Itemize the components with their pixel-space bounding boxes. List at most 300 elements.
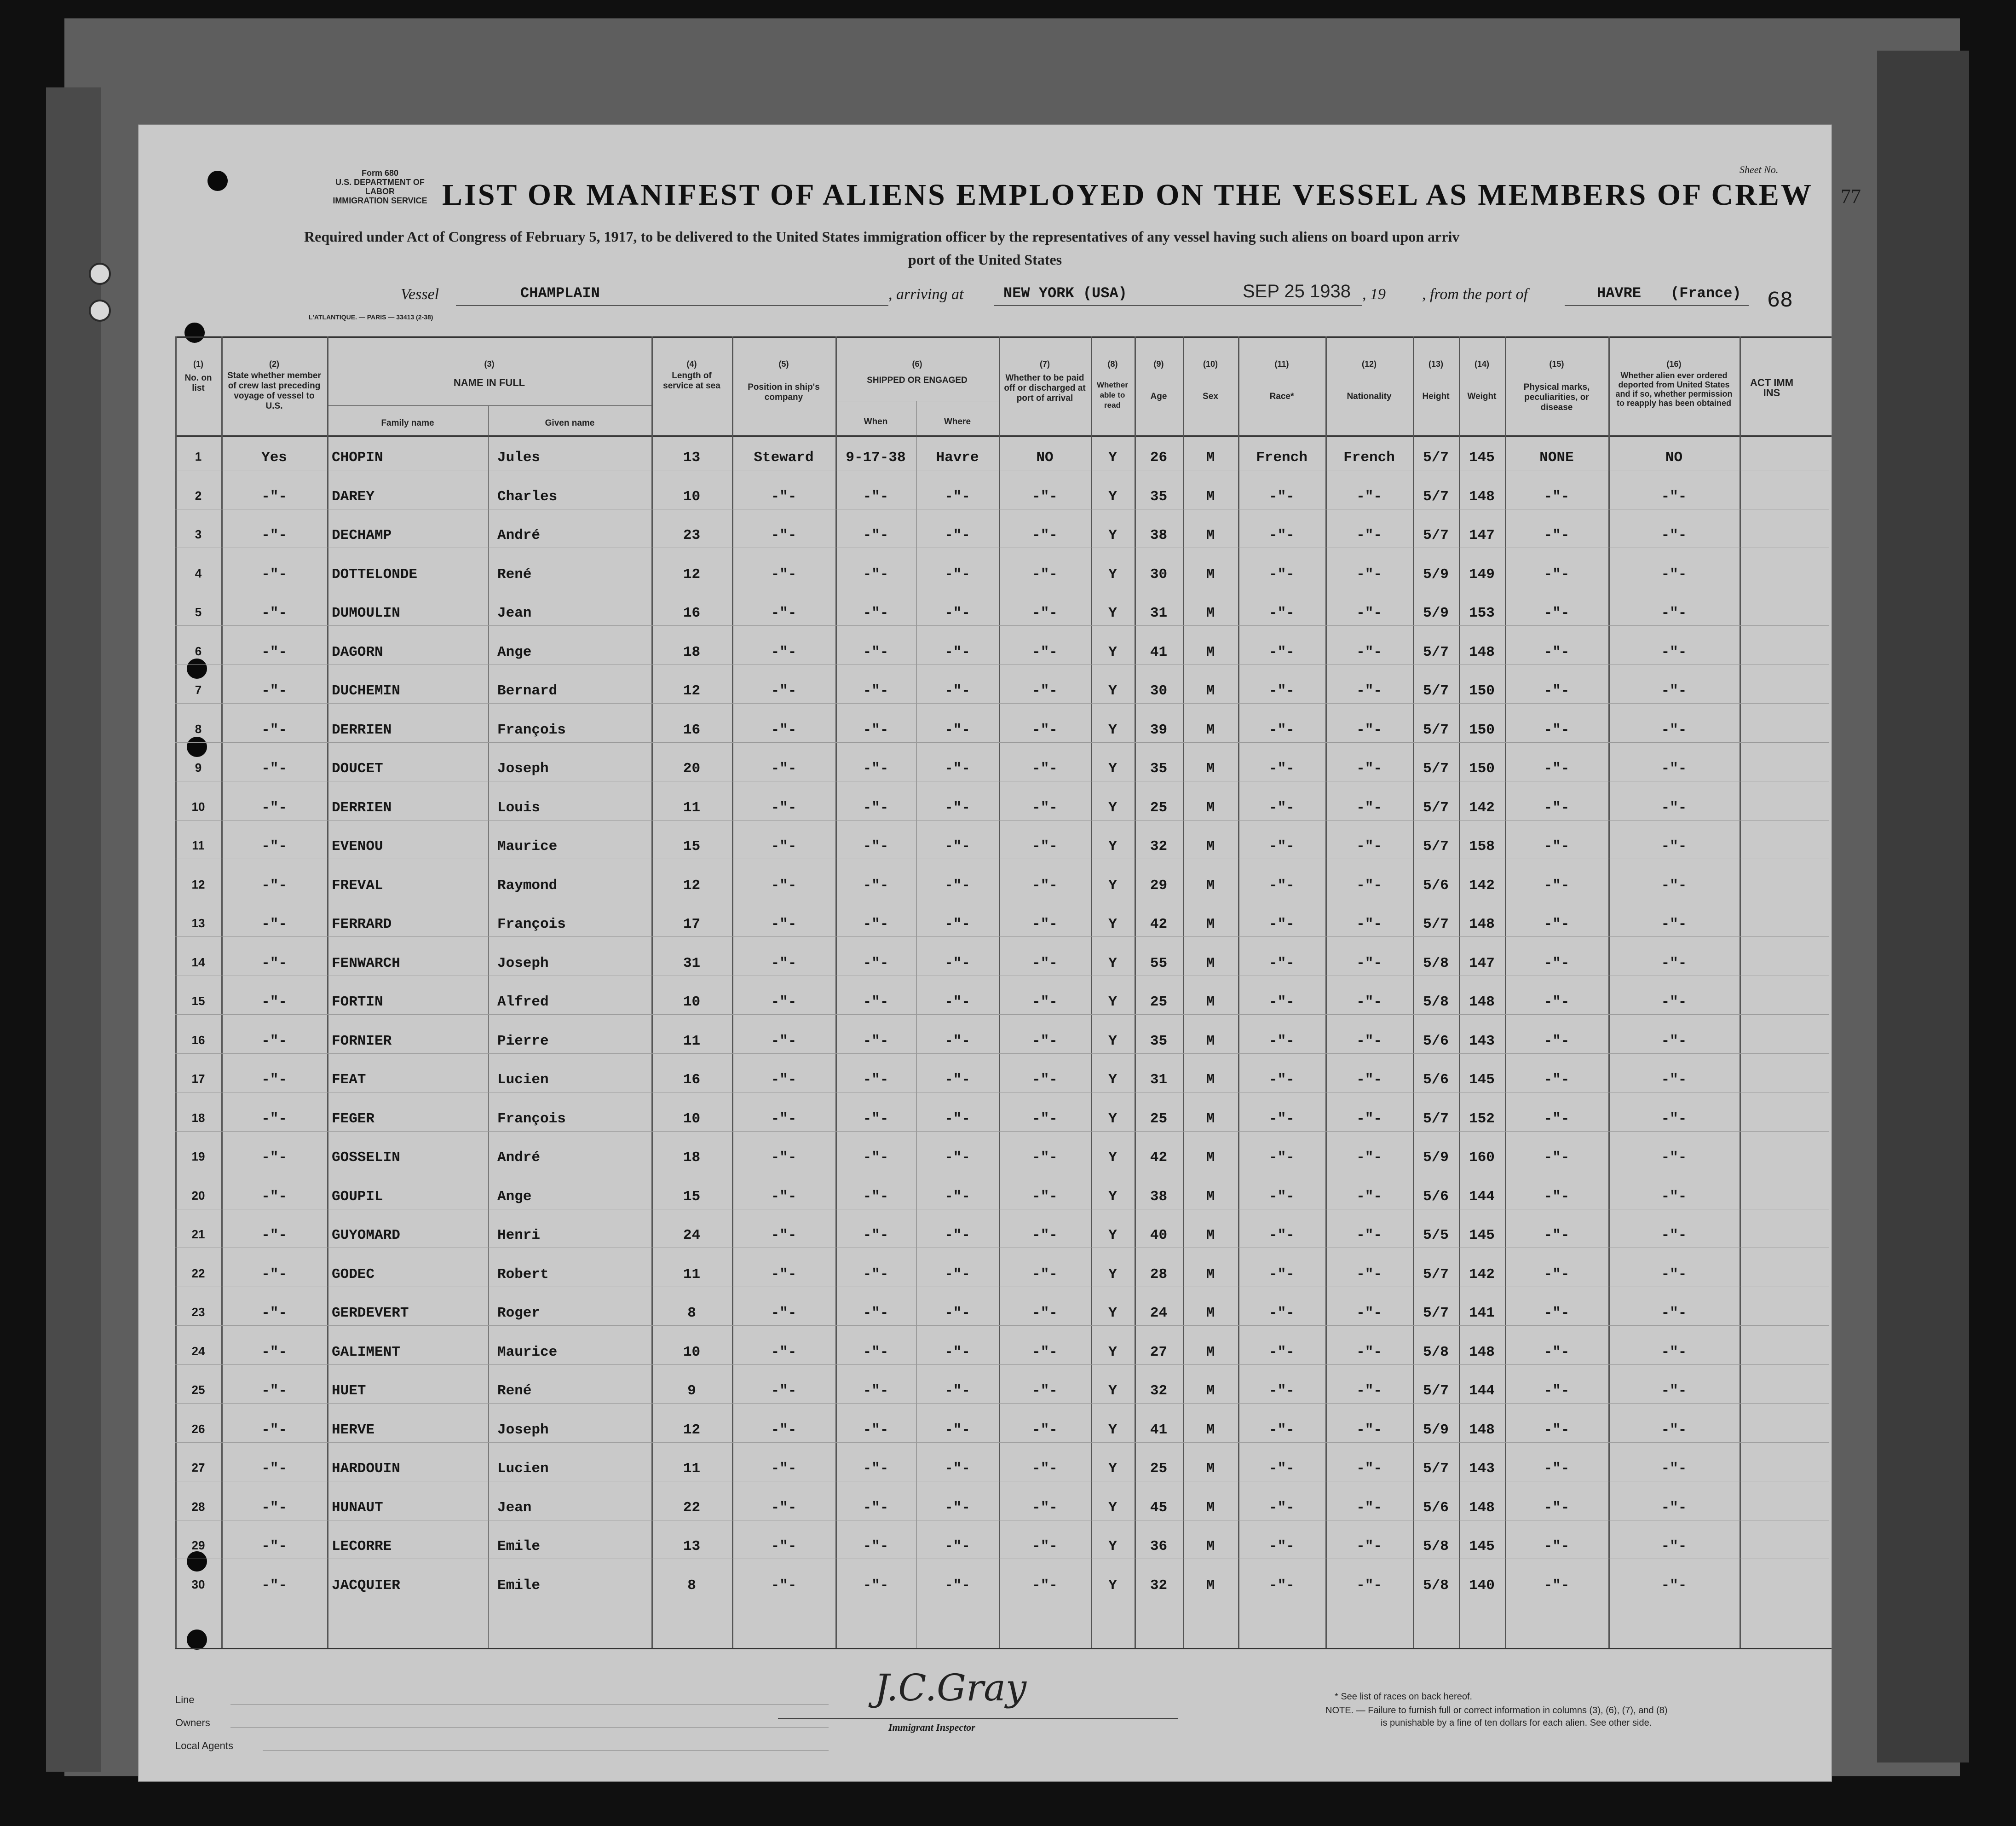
cell-sex: M [1206, 1266, 1215, 1283]
cell-paid: -"- [1032, 877, 1058, 894]
cell-where: -"- [945, 1033, 970, 1049]
cell-family: DUMOULIN [332, 605, 400, 621]
cell-read: Y [1108, 916, 1117, 932]
cell-weight: 145 [1469, 1072, 1495, 1088]
cell-age: 41 [1150, 644, 1168, 660]
cell-weight: 148 [1469, 644, 1495, 660]
header-height: Height [1422, 392, 1450, 401]
cell-where: -"- [945, 566, 970, 583]
cell-race: -"- [1269, 1499, 1295, 1516]
cell-where: -"- [945, 838, 970, 855]
cell-where: -"- [945, 761, 970, 777]
cell-family: DERRIEN [332, 722, 392, 738]
cell-age: 35 [1150, 1033, 1168, 1049]
cell-nat: -"- [1356, 838, 1382, 855]
cell-paid: -"- [1032, 1227, 1058, 1243]
cell-dep: -"- [1661, 955, 1687, 971]
cell-age: 38 [1150, 527, 1168, 543]
cell-where: -"- [945, 1577, 970, 1594]
note-line2: is punishable by a fine of ten dollars for each alien. See other side. [1381, 1718, 1652, 1728]
header-no-on-list: No. on list [184, 373, 212, 393]
cell-when: -"- [863, 566, 889, 583]
cell-pos: -"- [771, 994, 797, 1010]
row-rule [175, 703, 1829, 704]
cell-paid: -"- [1032, 1499, 1058, 1516]
cell-height: 5/6 [1423, 1072, 1449, 1088]
inspector-signature: J.C.Gray [875, 1666, 1027, 1709]
cell-where: -"- [945, 1072, 970, 1088]
cell-age: 24 [1150, 1305, 1168, 1321]
cell-race: French [1256, 450, 1308, 466]
col-number: (3) [484, 359, 495, 369]
cell-age: 40 [1150, 1227, 1168, 1243]
cell-read: Y [1108, 644, 1117, 660]
cell-weight: 150 [1469, 761, 1495, 777]
cell-height: 5/7 [1423, 488, 1449, 505]
header-nationality: Nationality [1347, 392, 1392, 401]
cell-race: -"- [1269, 1577, 1295, 1594]
cell-dep: -"- [1661, 683, 1687, 699]
cell-len: 11 [683, 799, 701, 816]
departure-country: (France) [1670, 285, 1741, 302]
col-number: (10) [1203, 359, 1218, 369]
cell-len: 10 [683, 488, 701, 505]
cell-height: 5/7 [1423, 838, 1449, 855]
cell-family: DAGORN [332, 644, 383, 660]
cell-paid: -"- [1032, 994, 1058, 1010]
cell-len: 11 [683, 1461, 701, 1477]
cell-crew: -"- [261, 605, 287, 621]
cell-pos: -"- [771, 1422, 797, 1438]
cell-age: 45 [1150, 1499, 1168, 1516]
cell-sex: M [1206, 605, 1215, 621]
manifest-page [138, 124, 1861, 1782]
cell-height: 5/9 [1423, 1150, 1449, 1166]
cell-no: 24 [191, 1344, 205, 1358]
cell-sex: M [1206, 1499, 1215, 1516]
cell-nat: -"- [1356, 799, 1382, 816]
cell-age: 55 [1150, 955, 1168, 971]
cell-pos: -"- [771, 1110, 797, 1127]
cell-len: 16 [683, 1072, 701, 1088]
cell-sex: M [1206, 566, 1215, 583]
cell-dep: -"- [1661, 722, 1687, 738]
cell-len: 11 [683, 1266, 701, 1283]
cell-len: 15 [683, 1188, 701, 1205]
cell-given: René [497, 566, 532, 583]
cell-paid: -"- [1032, 955, 1058, 971]
cell-paid: -"- [1032, 1110, 1058, 1127]
cell-nat: French [1343, 450, 1395, 466]
cell-dep: -"- [1661, 1422, 1687, 1438]
cell-pos: -"- [771, 644, 797, 660]
cell-family: GERDEVERT [332, 1305, 409, 1321]
cell-pos: -"- [771, 1577, 797, 1594]
cell-no: 27 [191, 1461, 205, 1474]
cell-pos: -"- [771, 955, 797, 971]
cell-where: -"- [945, 1110, 970, 1127]
cell-crew: -"- [261, 1461, 287, 1477]
cell-family: DOUCET [332, 761, 383, 777]
cell-when: -"- [863, 1577, 889, 1594]
cell-when: -"- [863, 1344, 889, 1360]
col-number: (13) [1428, 359, 1443, 369]
cell-given: Roger [497, 1305, 541, 1321]
cell-read: Y [1108, 838, 1117, 855]
cell-pos: Steward [754, 450, 814, 466]
cell-no: 18 [191, 1110, 205, 1125]
col-number: (7) [1040, 359, 1050, 369]
cell-weight: 145 [1469, 1538, 1495, 1554]
cell-crew: -"- [261, 1344, 287, 1360]
cell-len: 13 [683, 450, 701, 466]
cell-when: -"- [863, 994, 889, 1010]
cell-nat: -"- [1356, 1227, 1382, 1243]
cell-age: 35 [1150, 488, 1168, 505]
cell-when: -"- [863, 761, 889, 777]
cell-read: Y [1108, 450, 1117, 466]
cell-no: 25 [191, 1383, 205, 1397]
cell-given: André [497, 527, 541, 543]
cell-no: 4 [195, 566, 202, 580]
cell-phys: -"- [1544, 527, 1570, 543]
cell-nat: -"- [1356, 1033, 1382, 1049]
cell-family: HERVE [332, 1422, 375, 1438]
cell-dep: -"- [1661, 761, 1687, 777]
cell-race: -"- [1269, 761, 1295, 777]
col-number: (12) [1361, 359, 1377, 369]
cell-age: 39 [1150, 722, 1168, 738]
cell-no: 15 [191, 994, 205, 1008]
cell-sex: M [1206, 1305, 1215, 1321]
cell-nat: -"- [1356, 683, 1382, 699]
cell-read: Y [1108, 1344, 1117, 1360]
cell-sex: M [1206, 1538, 1215, 1554]
cell-read: Y [1108, 1461, 1117, 1477]
cell-weight: 150 [1469, 683, 1495, 699]
cell-height: 5/7 [1423, 761, 1449, 777]
cell-weight: 148 [1469, 1422, 1495, 1438]
departure-port: HAVRE [1597, 285, 1642, 302]
cell-nat: -"- [1356, 605, 1382, 621]
cell-weight: 148 [1469, 1344, 1495, 1360]
cell-height: 5/9 [1423, 566, 1449, 583]
cell-height: 5/7 [1423, 450, 1449, 466]
cell-age: 31 [1150, 1072, 1168, 1088]
cell-height: 5/7 [1423, 722, 1449, 738]
cell-race: -"- [1269, 1538, 1295, 1554]
cell-family: GOSSELIN [332, 1150, 400, 1166]
cell-crew: -"- [261, 761, 287, 777]
header-shipped-engaged: SHIPPED OR ENGAGED [867, 376, 968, 385]
cell-given: Jean [497, 605, 532, 621]
cell-when: -"- [863, 916, 889, 932]
cell-pos: -"- [771, 1305, 797, 1321]
cell-read: Y [1108, 1266, 1117, 1283]
cell-sex: M [1206, 527, 1215, 543]
cell-no: 7 [195, 683, 202, 697]
cell-phys: -"- [1544, 1538, 1570, 1554]
cell-dep: -"- [1661, 527, 1687, 543]
cell-read: Y [1108, 722, 1117, 738]
cell-paid: -"- [1032, 1072, 1058, 1088]
cell-phys: -"- [1544, 916, 1570, 932]
cell-race: -"- [1269, 1188, 1295, 1205]
cell-phys: -"- [1544, 1499, 1570, 1516]
cell-pos: -"- [771, 838, 797, 855]
cell-read: Y [1108, 488, 1117, 505]
cell-age: 31 [1150, 605, 1168, 621]
cell-sex: M [1206, 955, 1215, 971]
cell-phys: -"- [1544, 955, 1570, 971]
cell-len: 16 [683, 605, 701, 621]
cell-nat: -"- [1356, 1110, 1382, 1127]
cell-pos: -"- [771, 1188, 797, 1205]
cell-no: 30 [191, 1577, 205, 1591]
cell-family: FEGER [332, 1110, 375, 1127]
cell-where: -"- [945, 916, 970, 932]
cell-len: 12 [683, 877, 701, 894]
cell-where: -"- [945, 1344, 970, 1360]
cell-read: Y [1108, 955, 1117, 971]
cell-height: 5/5 [1423, 1227, 1449, 1243]
cell-where: -"- [945, 799, 970, 816]
cell-read: Y [1108, 994, 1117, 1010]
cell-sex: M [1206, 1110, 1215, 1127]
cell-len: 31 [683, 955, 701, 971]
cell-paid: -"- [1032, 1266, 1058, 1283]
cell-given: Raymond [497, 877, 558, 894]
cell-family: EVENOU [332, 838, 383, 855]
vessel-label: Vessel [401, 286, 439, 303]
cell-crew: -"- [261, 955, 287, 971]
cell-paid: -"- [1032, 683, 1058, 699]
cell-dep: -"- [1661, 1150, 1687, 1166]
sheet-label: Sheet No. [1740, 164, 1779, 175]
cell-weight: 150 [1469, 722, 1495, 738]
cell-phys: -"- [1544, 1150, 1570, 1166]
agents-label: Local Agents [175, 1740, 233, 1751]
cell-phys: NONE [1539, 450, 1574, 466]
cell-phys: -"- [1544, 1110, 1570, 1127]
cell-paid: NO [1036, 450, 1054, 466]
cell-read: Y [1108, 761, 1117, 777]
header-able-read: Whether able to read [1097, 381, 1128, 410]
cell-race: -"- [1269, 1266, 1295, 1283]
cell-no: 10 [191, 799, 205, 814]
cell-dep: -"- [1661, 1383, 1687, 1399]
cell-phys: -"- [1544, 605, 1570, 621]
row-rule [175, 1364, 1829, 1365]
cell-len: 10 [683, 1110, 701, 1127]
cell-pos: -"- [771, 799, 797, 816]
cell-pos: -"- [771, 761, 797, 777]
cell-no: 8 [195, 722, 202, 736]
cell-phys: -"- [1544, 1577, 1570, 1594]
cell-where: -"- [945, 605, 970, 621]
owners-label: Owners [175, 1717, 210, 1728]
cell-family: GOUPIL [332, 1188, 383, 1205]
header-deported: Whether alien ever ordered deported from United States and if so, whether permission to reapply has been obtained [1615, 371, 1733, 408]
cell-weight: 143 [1469, 1033, 1495, 1049]
header-physical: Physical marks, peculiarities, or disease [1523, 382, 1590, 412]
cell-where: -"- [945, 1266, 970, 1283]
row-rule [175, 1014, 1829, 1015]
cell-paid: -"- [1032, 1188, 1058, 1205]
cell-dep: -"- [1661, 1577, 1687, 1594]
row-rule [175, 1053, 1829, 1054]
cell-read: Y [1108, 877, 1117, 894]
col-number: (1) [193, 359, 203, 369]
cell-age: 26 [1150, 450, 1168, 466]
cell-height: 5/8 [1423, 1577, 1449, 1594]
cell-when: -"- [863, 1422, 889, 1438]
cell-nat: -"- [1356, 1150, 1382, 1166]
cell-nat: -"- [1356, 1538, 1382, 1554]
handwritten-number: 68 [1767, 288, 1793, 312]
cell-sex: M [1206, 1227, 1215, 1243]
cell-pos: -"- [771, 566, 797, 583]
punch-hole [89, 263, 111, 285]
cell-weight: 148 [1469, 916, 1495, 932]
cell-sex: M [1206, 1188, 1215, 1205]
cell-crew: -"- [261, 1383, 287, 1399]
cell-where: -"- [945, 877, 970, 894]
cell-weight: 149 [1469, 566, 1495, 583]
cell-no: 17 [191, 1072, 205, 1086]
cell-paid: -"- [1032, 722, 1058, 738]
cell-read: Y [1108, 1577, 1117, 1594]
cell-race: -"- [1269, 1227, 1295, 1243]
cell-crew: -"- [261, 1188, 287, 1205]
cell-phys: -"- [1544, 1033, 1570, 1049]
cell-when: -"- [863, 955, 889, 971]
cell-read: Y [1108, 1150, 1117, 1166]
cell-when: -"- [863, 488, 889, 505]
back-sheet-right [1877, 51, 1969, 1762]
header-race: Race* [1269, 392, 1294, 401]
cell-sex: M [1206, 450, 1215, 466]
form-number: Form 680 [361, 168, 399, 178]
cell-crew: -"- [261, 1227, 287, 1243]
cell-no: 20 [191, 1188, 205, 1202]
cell-given: Maurice [497, 1344, 558, 1360]
cell-no: 3 [195, 527, 202, 541]
cell-crew: -"- [261, 644, 287, 660]
cell-no: 1 [195, 450, 202, 463]
cell-family: DERRIEN [332, 799, 392, 816]
cell-no: 19 [191, 1150, 205, 1163]
cell-dep: -"- [1661, 566, 1687, 583]
cell-height: 5/9 [1423, 1422, 1449, 1438]
cell-phys: -"- [1544, 1383, 1570, 1399]
cell-weight: 143 [1469, 1461, 1495, 1477]
cell-nat: -"- [1356, 1344, 1382, 1360]
printer-imprint: L'ATLANTIQUE. — PARIS — 33413 (2-38) [309, 313, 433, 321]
cell-sex: M [1206, 799, 1215, 816]
cell-family: HUNAUT [332, 1499, 383, 1516]
cell-race: -"- [1269, 566, 1295, 583]
cell-len: 12 [683, 566, 701, 583]
cell-dep: -"- [1661, 916, 1687, 932]
cell-given: Bernard [497, 683, 558, 699]
cell-where: -"- [945, 1305, 970, 1321]
cell-len: 17 [683, 916, 701, 932]
cell-no: 28 [191, 1499, 205, 1514]
cell-when: -"- [863, 1461, 889, 1477]
cell-age: 36 [1150, 1538, 1168, 1554]
cell-age: 25 [1150, 799, 1168, 816]
cell-phys: -"- [1544, 1188, 1570, 1205]
cell-race: -"- [1269, 1422, 1295, 1438]
cell-age: 32 [1150, 1577, 1168, 1594]
cell-crew: -"- [261, 566, 287, 583]
cell-given: Ange [497, 1188, 532, 1205]
cell-race: -"- [1269, 644, 1295, 660]
cell-height: 5/6 [1423, 877, 1449, 894]
cell-read: Y [1108, 1033, 1117, 1049]
cell-no: 2 [195, 488, 202, 503]
col-number: (5) [778, 359, 789, 369]
cell-nat: -"- [1356, 488, 1382, 505]
cell-given: Joseph [497, 1422, 549, 1438]
cell-weight: 142 [1469, 877, 1495, 894]
from-port-label: , from the port of [1422, 286, 1528, 303]
cell-read: Y [1108, 799, 1117, 816]
cell-sex: M [1206, 1461, 1215, 1477]
cell-when: -"- [863, 1188, 889, 1205]
cell-race: -"- [1269, 799, 1295, 816]
cell-no: 6 [195, 644, 202, 658]
cell-paid: -"- [1032, 1383, 1058, 1399]
cell-len: 16 [683, 722, 701, 738]
cell-read: Y [1108, 1188, 1117, 1205]
row-rule [175, 1442, 1829, 1443]
cell-age: 32 [1150, 1383, 1168, 1399]
cell-family: DOTTELONDE [332, 566, 418, 583]
service-name: IMMIGRATION SERVICE [333, 196, 427, 205]
cell-phys: -"- [1544, 488, 1570, 505]
cell-race: -"- [1269, 1072, 1295, 1088]
cell-family: FEAT [332, 1072, 366, 1088]
cell-crew: -"- [261, 1072, 287, 1088]
cell-sex: M [1206, 644, 1215, 660]
cell-no: 26 [191, 1422, 205, 1436]
cell-pos: -"- [771, 1344, 797, 1360]
cell-weight: 142 [1469, 799, 1495, 816]
cell-when: -"- [863, 1110, 889, 1127]
cell-paid: -"- [1032, 1150, 1058, 1166]
cell-paid: -"- [1032, 916, 1058, 932]
cell-nat: -"- [1356, 1499, 1382, 1516]
subtitle-line1: Required under Act of Congress of February 5, 1917, to be delivered to the United States immigration officer by the representatives of any vessel having such aliens on board upon arriv [304, 228, 1460, 245]
cell-len: 22 [683, 1499, 701, 1516]
cell-nat: -"- [1356, 1072, 1382, 1088]
col-number: (2) [269, 359, 279, 369]
cell-read: Y [1108, 566, 1117, 583]
cell-age: 32 [1150, 838, 1168, 855]
cell-crew: -"- [261, 527, 287, 543]
cell-nat: -"- [1356, 644, 1382, 660]
cell-age: 30 [1150, 683, 1168, 699]
cell-race: -"- [1269, 994, 1295, 1010]
cell-phys: -"- [1544, 799, 1570, 816]
cell-where: -"- [945, 1422, 970, 1438]
cell-weight: 152 [1469, 1110, 1495, 1127]
cell-family: FORTIN [332, 994, 383, 1010]
cell-phys: -"- [1544, 1266, 1570, 1283]
cell-crew: -"- [261, 1422, 287, 1438]
